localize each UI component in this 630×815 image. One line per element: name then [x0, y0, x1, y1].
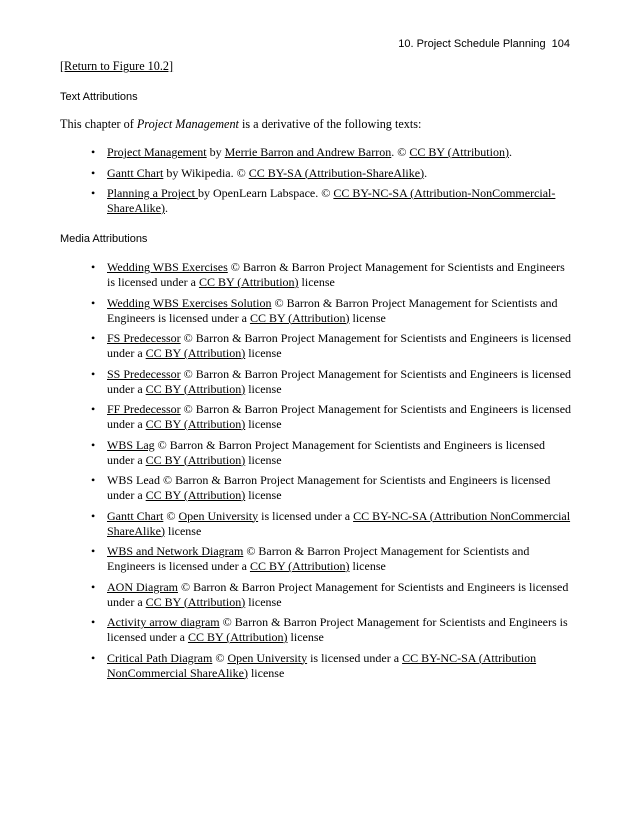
license-link[interactable]: CC BY (Attribution)	[198, 275, 299, 289]
source-link[interactable]: Planning a Project	[107, 186, 198, 200]
item-text: © Barron & Barron Project Management for Scientists and Engineers is licensed under a	[107, 260, 565, 289]
license-link[interactable]: CC BY (Attribution)	[145, 417, 246, 431]
item-text: © Barron & Barron Project Management for Scientists and Engineers is licensed under a	[107, 437, 546, 467]
text-attributions-heading: Text Attributions	[60, 91, 138, 103]
license-link[interactable]: CC BY (Attribution)	[187, 630, 288, 644]
item-text: © Barron & Barron Project Management for Scientists and Engineers is licensed under a	[107, 366, 572, 396]
list-item	[90, 260, 574, 290]
item-text: © Barron & Barron Project Management for Scientists and Engineers is licensed under a	[107, 544, 530, 573]
org-link[interactable]: Open University	[178, 508, 259, 523]
list-item	[90, 402, 574, 432]
media-title-link[interactable]: FF Predecessor	[107, 402, 181, 416]
item-text: ©	[163, 508, 179, 523]
item-text: by Wikipedia. ©	[163, 165, 249, 180]
license-link[interactable]: CC BY-NC-SA (Attribution-NonCommercial-ShareAlike)	[107, 186, 556, 215]
author-link[interactable]: Merrie Barron and Andrew Barron	[224, 145, 392, 159]
item-text: .	[424, 165, 428, 180]
item-text: © Barron & Barron Project Management for Scientists and Engineers is licensed under a	[107, 579, 569, 609]
item-text: . ©	[391, 145, 410, 159]
chapter-title: 10. Project Schedule Planning	[398, 38, 546, 50]
media-title-link[interactable]: Critical Path Diagram	[107, 650, 213, 665]
list-item	[90, 367, 574, 397]
source-link[interactable]: Gantt Chart	[107, 165, 164, 180]
license-link[interactable]: CC BY (Attribution)	[145, 452, 246, 467]
list-item	[90, 651, 574, 681]
item-text: license	[349, 310, 386, 325]
license-link[interactable]: CC BY-NC-SA (Attribution NonCommercial ShareAlike)	[107, 650, 537, 680]
item-text: license	[349, 559, 386, 573]
license-link[interactable]: CC BY (Attribution)	[145, 346, 246, 360]
license-link[interactable]: CC BY-NC-SA (Attribution NonCommercial ShareAlike)	[107, 508, 571, 538]
running-header	[398, 38, 570, 50]
media-title-link[interactable]: Wedding WBS Exercises Solution	[107, 295, 272, 310]
intro-text-a: This chapter of	[60, 117, 137, 131]
list-item	[90, 580, 574, 610]
item-text: WBS Lead © Barron & Barron Project Management for Scientists and Engineers is licensed under a	[107, 473, 551, 502]
source-link[interactable]: Project Management	[107, 145, 207, 159]
license-link[interactable]: CC BY (Attribution)	[145, 488, 246, 502]
intro-text-b: is a derivative of the following texts:	[238, 117, 422, 131]
list-item	[90, 166, 574, 181]
item-text: © Barron & Barron Project Management for Scientists and Engineers is licensed under a	[107, 615, 568, 644]
list-item	[90, 145, 574, 160]
item-text: license	[298, 275, 335, 289]
list-item	[90, 615, 574, 645]
return-to-figure-link[interactable]: [Return to Figure 10.2]	[60, 59, 174, 73]
license-link[interactable]: CC BY (Attribution)	[249, 310, 350, 325]
list-item	[90, 186, 574, 216]
item-text: © Barron & Barron Project Management for Scientists and Engineers is licensed under a	[107, 331, 572, 360]
page-number: 104	[551, 38, 570, 50]
media-title-link[interactable]: WBS and Network Diagram	[107, 544, 244, 558]
item-text: © Barron & Barron Project Management for Scientists and Engineers is licensed under a	[107, 402, 572, 431]
item-text: is licensed under a	[307, 650, 403, 665]
list-item	[90, 296, 574, 326]
item-text: by OpenLearn Labspace. ©	[197, 186, 334, 200]
media-attributions-heading: Media Attributions	[60, 233, 148, 245]
item-text: license	[245, 452, 282, 467]
item-text: .	[164, 201, 168, 215]
media-title-link[interactable]: FS Predecessor	[107, 331, 181, 345]
list-item	[90, 544, 574, 574]
media-title-link[interactable]: Gantt Chart	[107, 508, 164, 523]
media-title-link[interactable]: WBS Lag	[107, 437, 155, 452]
list-item	[90, 331, 574, 361]
item-text: license	[245, 594, 282, 609]
item-text: license	[164, 523, 202, 538]
license-link[interactable]: CC BY (Attribution)	[409, 145, 509, 159]
return-to-figure-link-wrap	[60, 59, 173, 74]
item-text: license	[245, 417, 282, 431]
text-attributions-list	[90, 145, 574, 222]
item-text: is licensed under a	[258, 508, 354, 523]
list-item	[90, 438, 574, 468]
item-text: © Barron & Barron Project Management for Scientists and Engineers is licensed under a	[107, 295, 558, 325]
media-attributions-list	[90, 260, 574, 686]
media-title-link[interactable]: SS Predecessor	[107, 366, 181, 381]
intro-paragraph	[60, 117, 421, 132]
license-link[interactable]: CC BY (Attribution)	[145, 594, 246, 609]
license-link[interactable]: CC BY (Attribution)	[145, 381, 246, 396]
item-text: license	[287, 630, 324, 644]
list-item	[90, 509, 574, 539]
item-text: by	[206, 145, 225, 159]
item-text: license	[245, 488, 282, 502]
list-item	[90, 473, 574, 503]
item-text: license	[245, 381, 282, 396]
license-link[interactable]: CC BY-SA (Attribution-ShareAlike)	[248, 165, 425, 180]
media-title-link[interactable]: Wedding WBS Exercises	[107, 260, 228, 274]
org-link[interactable]: Open University	[227, 650, 308, 665]
item-text: license	[247, 665, 285, 680]
item-text: license	[245, 346, 282, 360]
intro-book-title: Project Management	[136, 117, 239, 131]
item-text: ©	[212, 650, 228, 665]
license-link[interactable]: CC BY (Attribution)	[249, 559, 350, 573]
item-text: .	[508, 145, 512, 159]
media-title-link[interactable]: Activity arrow diagram	[107, 615, 220, 629]
media-title-link[interactable]: AON Diagram	[107, 579, 178, 594]
